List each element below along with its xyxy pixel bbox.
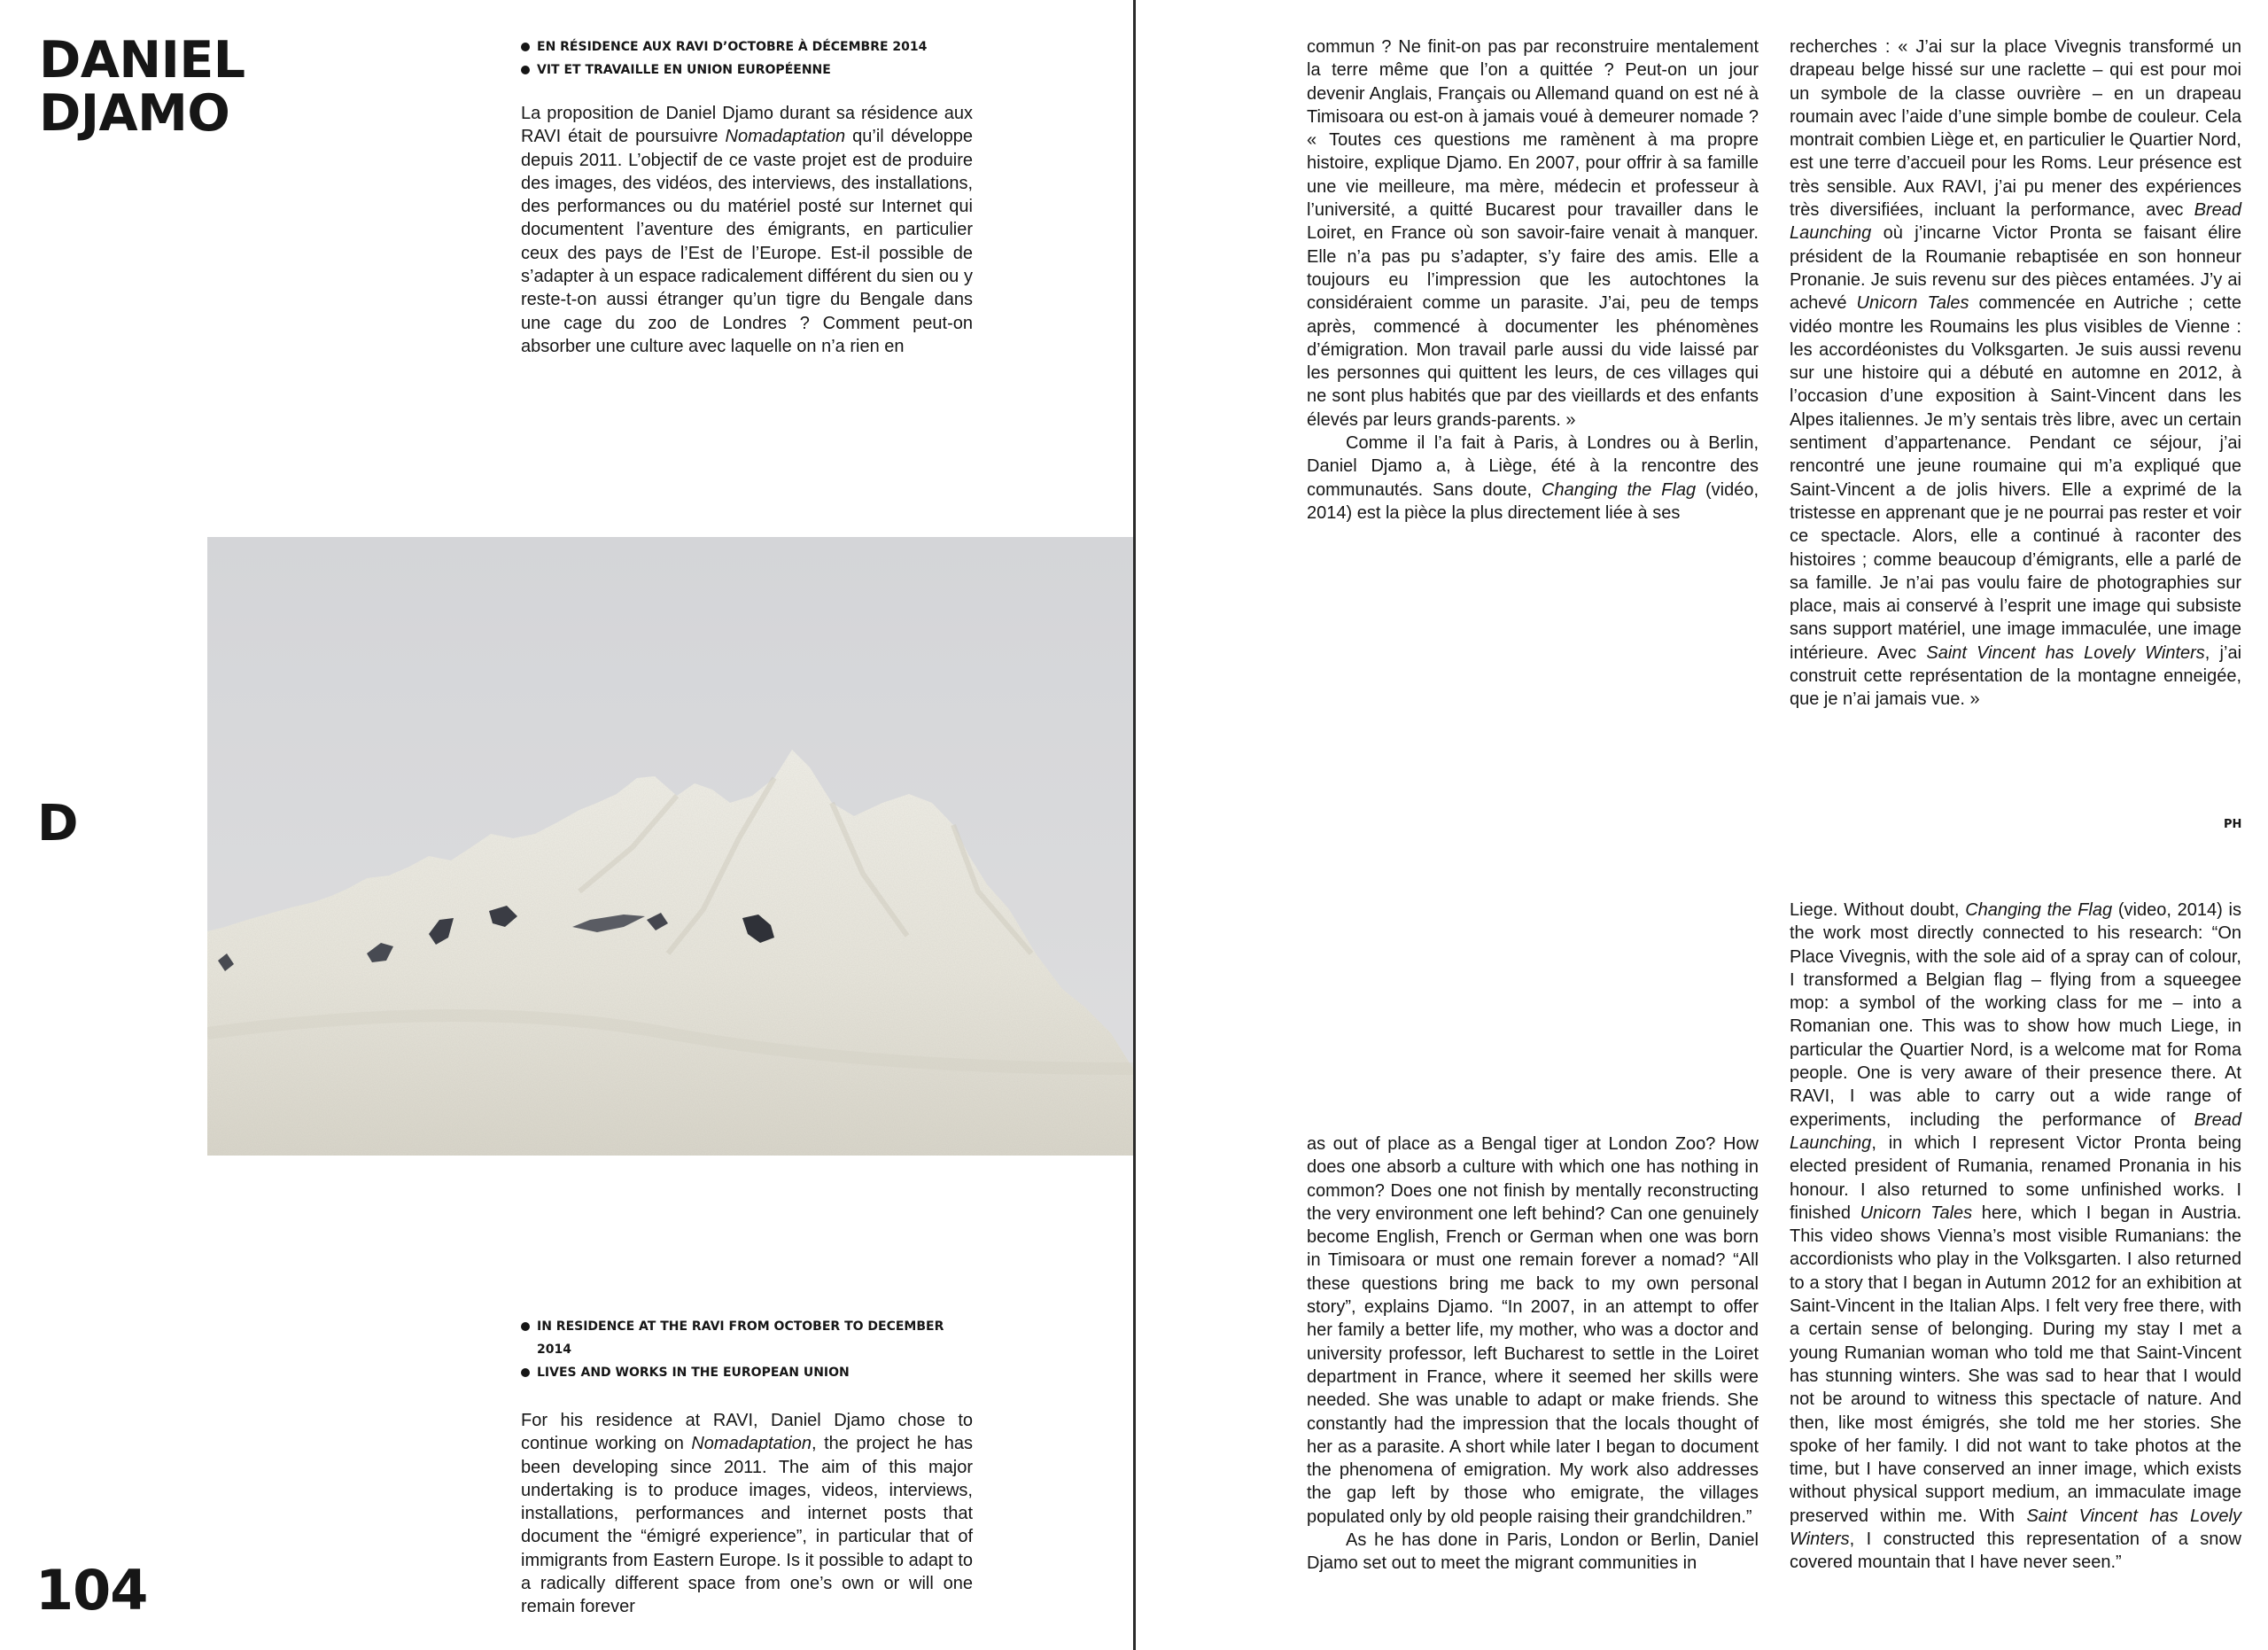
en-info-bullets [521,1315,973,1384]
title-line-2: DJAMO [39,84,230,143]
en-column-3 [1790,899,2241,1575]
fr-col2-paragraph-1: commun ? Ne finit-on pas par reconstruire mentalement la terre même que l’on a quittée ? Peut-on un jour devenir Anglais, Français ou Allemand quand on est né à Timisoara ou est-on à jamais voué à demeurer nomade ? « Toutes ces questions me ramènent à ma propre histoire, explique Djamo. En 2007, pour offrir à sa famille une vie meilleure, ma mère, médecin et professeur à l’université, a quitté Bucarest pour travailler dans le Loiret, en France où son savoir-faire venait à manquer. Elle n’a pas pu s’adapter, s’y faire des amis. Elle a toujours eu l’impression que les autochtones la considéraient comme un parasite. J’ai, peu de temps après, commencé à documenter les phénomènes d’émigration. Mon travail parle aussi du vide laissé par les personnes qui quittent les leurs, de ces villages qui ne sont plus habités que par des vieillards et des enfants élevés par leurs grands-parents. » [1307,37,1759,430]
book-gutter [1133,0,1136,1650]
work-title: Saint Vincent has Lovely Winters [1926,642,2205,663]
work-title: Unicorn Tales [1860,1202,1973,1223]
section-letter: D [37,795,79,852]
author-signature: PH [2224,818,2242,831]
en-col2-paragraph-1: as out of place as a Bengal tiger at London Zoo? How does one absorb a culture with which one has nothing in common? Does one not finish by mentally reconstructing the very environment one left behind? Can one genuinely become English, French or German when one was born in Timisoara or must one remain forever a nomad? “All these questions bring me back to my own personal story”, explains Djamo. “In 2007, in an attempt to offer her family a better life, my mother, who was a doctor and university professor, left Bucharest to settle in the Loiret department in France, where it seemed her skills were needed. She was unable to adapt or make friends. She constantly had the impression that the locals thought of her as a parasite. A short while later I began to document the phenomena of emigration. My work also addresses the gap left by those who emigrate, the villages populated only by old people raising their grandchildren.” [1307,1134,1759,1527]
artist-name-title [39,31,245,143]
work-title: Changing the Flag [1542,479,1697,500]
en-col3-paragraph: Liege. Without doubt, Changing the Flag (video, 2014) is the work most directly connected to his research: “On Place Vivegnis, with the sole aid of a spray can of colour, I transformed a Belgian flag – flying from a squeegee mop: a symbol of the working class for me – into a Romanian one. This was to show how much Liege, in particular the Quartier Nord, is a welcome mat for Roma people. One is very aware of their presence there. At RAVI, I was able to carry out a wide range of experiments, including the performance of Bread Launching, in which I represent Victor Pronta being elected president of Rumania, renamed Pronania in his honour. I also returned to some unfinished works. I finished Unicorn Tales here, which I began in Austria. This video shows Vienna’s most visible Rumanians: the accordionists who play in the Volksgarten. I also returned to a story that I began in Autumn 2012 for an exhibition at Saint-Vincent in the Italian Alps. I felt very free there, with a certain sense of belonging. During my stay I met a young Rumanian woman who told me that Saint-Vincent has stunning winters. She was sad to hear that I would not be around to witness this spectacle of nature. And then, like most émigrés, she told me her stories. She spoke of her family. I did not want to take photos at the time, but I have conserved an inner image, which exists without physical support medium, an immaculate image preserved within me. With Saint Vincent has Lovely Winters, I constructed this representation of a snow covered mountain that I have never seen.” [1790,900,2242,1573]
fr-bullet-residence: EN RÉSIDENCE AUX RAVI D’OCTOBRE À DÉCEMBRE 2014 [521,35,973,58]
work-title: Changing the Flag [1965,900,2113,920]
mountain-photo [207,537,1133,1156]
fr-bullet-lives-works: VIT ET TRAVAILLE EN UNION EUROPÉENNE [521,58,973,82]
snow-mountain-image [207,537,1133,1156]
work-title: Saint Vincent has Lovely Winters [1790,1506,2241,1550]
title-line-1: DANIEL [39,31,245,90]
fr-column-2 [1307,35,1759,525]
en-col1-paragraph: For his residence at RAVI, Daniel Djamo chose to continue working on Nomadaptation, the project he has been developing since 2011. The aim of this major undertaking is to produce images, videos, interviews, installations, performances and internet posts that document the “émigré experience”, in particular that of immigrants from Eastern Europe. Is it possible to adapt to a radically different space from one’s own or will one remain forever [521,1411,973,1617]
fr-column-1 [521,102,973,358]
page-number: 104 [35,1558,148,1623]
work-title: Bread Launching [1790,200,2241,244]
fr-col1-paragraph: La proposition de Daniel Djamo durant sa résidence aux RAVI était de poursuivre Nomadaptation qu’il développe depuis 2011. L’objectif de ce vaste projet est de produire des images, des vidéos, des interviews, des installations, des performances ou du matériel posté sur Internet qui documentent l’aventure des émigrants, en particulier ceux des pays de l’Est de l’Europe. Est-il possible de s’adapter à un espace radicalement différent du sien ou y reste-t-on aussi étranger qu’un tigre du Bengale dans une cage du zoo de Londres ? Comment peut-on absorber une culture avec laquelle on n’a rien en [521,104,973,356]
en-column-2 [1307,1132,1759,1576]
fr-col3-paragraph: recherches : « J’ai sur la place Vivegnis transformé un drapeau belge hissé sur une raclette – qui est pour moi un symbole de la classe ouvrière – en un drapeau roumain avec l’aide d’une simple bombe de couleur. Cela montrait combien Liège et, en particulier le Quartier Nord, est une terre d’accueil pour les Roms. Leur présence est très sensible. Aux RAVI, j’ai pu mener des expériences très diversifiées, incluant la performance, avec Bread Launching où j’incarne Victor Pronta se faisant élire président de la Roumanie rebaptisée en son honneur Pronanie. Je suis revenu sur des pièces entamées. J’y ai achevé Unicorn Tales commencée en Autriche ; cette vidéo montre les Roumains les plus visibles de Vienne : les accordéonistes du Volksgarten. Je suis aussi revenu sur une histoire qui a débuté en automne en 2012, à l’occasion d’une exposition à Saint-Vincent dans les Alpes italiennes. Je m’y sentais très libre, avec un certain sentiment d’appartenance. Pendant ce séjour, j’ai rencontré une jeune roumaine qui m’a expliqué que Saint-Vincent a de jolis hivers. Elle a exprimé de la tristesse en apprenant que je ne pourrai pas rester et voir ce spectacle. Alors, elle a continué à raconter des histoires ; comme beaucoup d’émigrants, elle a parlé de sa famille. Je n’ai pas voulu faire de photographies sur place, mais ai conservé à l’esprit une image qui subsiste sans support matériel, une image immaculée, une image intérieure. Avec Saint Vincent has Lovely Winters, j’ai construit cette représentation de la montagne enneigée, que je n’ai jamais vue. » [1790,37,2242,710]
en-bullet-lives-works: LIVES AND WORKS IN THE EUROPEAN UNION [521,1361,973,1384]
work-title: Unicorn Tales [1856,293,1969,314]
fr-col2-paragraph-2: Comme il l’a fait à Paris, à Londres ou à Berlin, Daniel Djamo a, à Liège, été à la rencontre des communautés. Sans doute, Changing the Flag (vidéo, 2014) est la pièce la plus directement liée à ses [1307,433,1759,523]
en-col2-paragraph-2: As he has done in Paris, London or Berlin, Daniel Djamo set out to meet the migrant communities in [1307,1530,1759,1574]
work-title: Nomadaptation [691,1434,812,1454]
work-title: Bread Launching [1790,1109,2241,1153]
en-bullet-residence: IN RESIDENCE AT THE RAVI FROM OCTOBER TO DECEMBER 2014 [521,1315,973,1361]
work-title: Nomadaptation [725,127,846,147]
en-column-1 [521,1409,973,1619]
fr-column-3 [1790,35,2241,712]
fr-info-bullets [521,35,973,82]
